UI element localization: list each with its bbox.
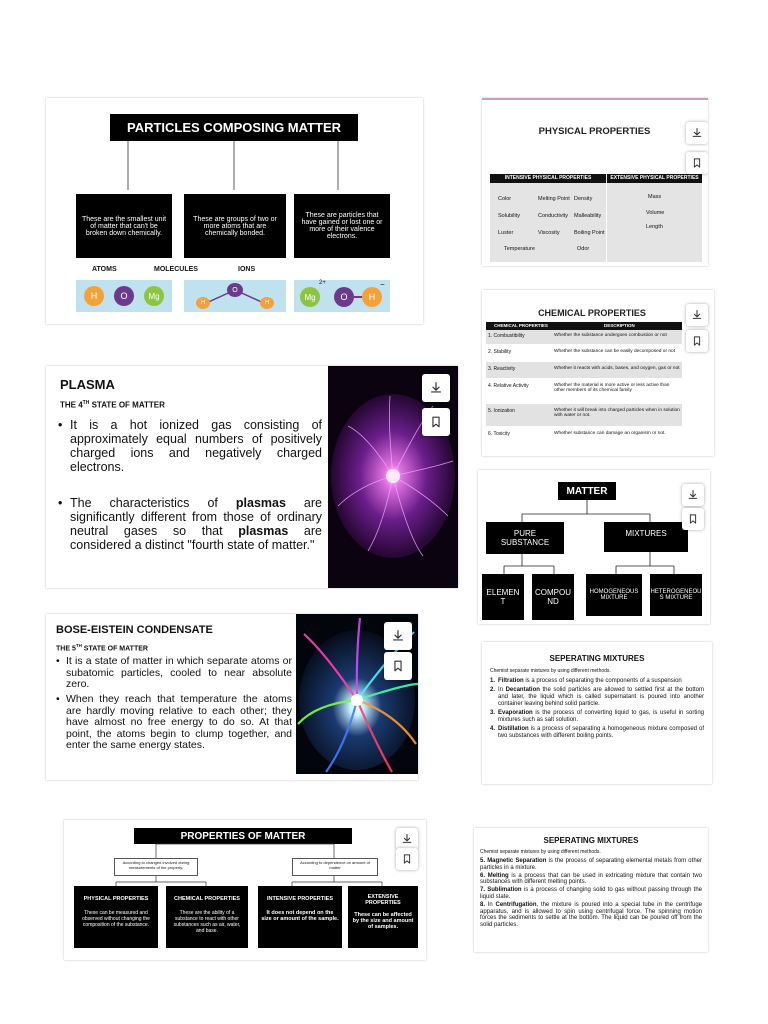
item-text: In <box>498 687 506 693</box>
prop-cell: Viscosity <box>538 230 560 236</box>
box-title: INTENSIVE PROPERTIES <box>266 896 333 902</box>
download-button[interactable] <box>686 122 708 144</box>
extensive-cell: Mass <box>648 194 662 200</box>
chemical-row <box>486 362 682 378</box>
prop-cell: Color <box>498 196 512 202</box>
homogeneous-box: HOMOGENEOUS MIXTURE <box>586 574 642 616</box>
ion-bond <box>354 296 362 298</box>
bec-subtitle <box>56 643 148 652</box>
bookmark-button[interactable] <box>682 508 704 530</box>
item-num: 5. <box>480 858 486 864</box>
bookmark-button[interactable] <box>686 152 708 174</box>
item-num: 8. <box>480 901 486 908</box>
seperating-list <box>480 858 702 929</box>
list-item <box>490 710 704 724</box>
bec-bullet-1 <box>56 656 292 691</box>
download-icon <box>691 127 703 139</box>
prop-cell: Density <box>574 196 593 202</box>
atom-mg: Mg <box>144 286 164 306</box>
atoms-description: These are the smallest unit of matter that can't be broken down chemically. <box>76 194 172 258</box>
element-box: ELEMEN T <box>482 574 524 620</box>
item-term: Centrifugation <box>495 901 537 908</box>
item-num: 1. <box>490 678 496 684</box>
item-term: Evaporation <box>498 710 533 716</box>
plasma-subtitle <box>60 400 165 410</box>
bookmark-button[interactable] <box>384 652 412 680</box>
plasma-bullet-1 <box>58 418 322 474</box>
item-term: Distillation <box>498 726 529 732</box>
extensive-cell: Length <box>646 224 663 230</box>
atoms-strip <box>76 280 172 312</box>
item-num: 4. <box>490 726 496 732</box>
chemical-desc: Whether the substance can be easily decomposed or not <box>554 349 676 354</box>
seperating-list <box>490 678 704 740</box>
molecule-h-right: H <box>260 297 274 309</box>
heterogeneous-box: HETEROGENEOU S MIXTURE <box>650 574 702 616</box>
bookmark-icon <box>429 415 443 429</box>
mixtures-box: MIXTURES <box>604 522 688 552</box>
chemical-prop: 6. Toxicity <box>488 431 510 437</box>
prop-cell: Solubility <box>498 213 521 219</box>
subtitle-text: STATE OF MATTER <box>89 400 165 410</box>
chemical-title: CHEMICAL PROPERTIES <box>538 308 646 318</box>
matter-card <box>478 470 710 624</box>
bullet-text: are considered a distinct "fourth state of matter." <box>70 524 322 552</box>
item-text: is a process of separating the components of a suspension <box>523 678 682 684</box>
molecules-description: These are groups of two or more atoms that are chemically bonded. <box>184 194 286 258</box>
ion-h: H <box>362 287 382 307</box>
bullet-dot: • <box>56 693 60 705</box>
chemical-row <box>486 330 682 344</box>
download-button[interactable] <box>682 484 704 506</box>
download-button[interactable] <box>396 828 418 850</box>
item-num: 7. <box>480 887 486 894</box>
label-ions: IONS <box>238 266 256 273</box>
seperating-title: SEPERATING MIXTURES <box>549 654 645 663</box>
ion-h-charge: − <box>380 280 385 289</box>
bullet-dot: • <box>58 496 63 510</box>
box-title: EXTENSIVE PROPERTIES <box>365 894 401 906</box>
subtitle-sup: TH <box>75 643 82 648</box>
prop-cell: Odor <box>577 246 590 252</box>
bec-bullet-2 <box>56 694 292 752</box>
seperating-intro: Chemist separate mixtures by using different methods. <box>480 849 601 855</box>
list-item <box>490 687 704 708</box>
subtitle-text: STATE OF MATTER <box>81 645 148 653</box>
item-text: is a process of changing solid to gas without passing through the liquid state. <box>480 887 702 900</box>
bullet-dot: • <box>58 418 63 432</box>
item-text: is a process of separating a homogeneous mixture composed of two substances with different boiling points. <box>498 726 704 739</box>
box-text: These can be measured and observed without changing the composition of the substance. <box>82 910 150 928</box>
particles-title: PARTICLES COMPOSING MATTER <box>110 114 358 141</box>
list-item <box>480 858 702 872</box>
prop-cell: Melting Point <box>538 196 570 202</box>
chemical-col2: DESCRIPTION <box>604 323 635 328</box>
ion-mg: Mg <box>300 287 320 307</box>
list-item <box>480 902 702 929</box>
chemical-prop: 1. Combustibility <box>488 333 525 339</box>
intensive-header: INTENSIVE PHYSICAL PROPERTIES <box>490 174 606 183</box>
ions-strip <box>294 280 390 312</box>
properties-title: PROPERTIES OF MATTER <box>134 828 352 844</box>
bullet-text: are significantly different from those of ordinary neutral gases so that <box>70 496 323 538</box>
atom-o: O <box>114 286 134 306</box>
box-text: These can be affected by the size and amount of samples. <box>352 912 414 930</box>
box-title: CHEMICAL PROPERTIES <box>174 896 240 902</box>
list-item <box>480 873 702 887</box>
bec-card <box>46 614 418 780</box>
item-term: Sublimation <box>487 887 522 894</box>
subtitle-text: THE 5 <box>56 645 76 653</box>
bullet-text: When they reach that temperature the atoms are hardly moving relative to each other; they have almost no free energy to do so. At that point, the atoms begin to clump together, and enter the same energy states. <box>66 693 292 751</box>
label-molecules: MOLECULES <box>154 266 198 273</box>
box-text: It does not depend on the size or amount of the sample. <box>261 910 339 922</box>
download-icon <box>401 833 413 845</box>
seperating-intro: Chemist separate mixtures by using different methods. <box>490 668 611 674</box>
compound-box: COMPOU ND <box>532 574 574 620</box>
item-term: Magnetic Separation <box>487 858 547 864</box>
bookmark-icon <box>391 659 405 673</box>
properties-right-note: According to dependence on amount of matter <box>292 858 378 876</box>
item-text: is the process of converting liquid to gas, is useful in sorting mixtures such as salt solution. <box>498 710 704 723</box>
physical-table <box>490 174 702 262</box>
item-text: is a process that can be used in extricating mixture that contain two substances with different melting points. <box>480 872 702 886</box>
atom-h: H <box>84 286 104 306</box>
chemical-prop: 3. Reactivity <box>488 366 516 372</box>
molecule-o: O <box>227 283 243 297</box>
item-term: Melting <box>487 872 509 879</box>
chemical-desc: Whether it will break into charged particles when in solution with water or not. <box>554 408 680 418</box>
list-item <box>490 726 704 740</box>
chemical-desc: Whether the material is more active or less active than other members of its chemical family <box>554 383 670 393</box>
chemical-desc: Whether the substance undergoes combustion or not <box>554 333 667 338</box>
bookmark-button[interactable] <box>686 330 708 352</box>
physical-card <box>482 98 708 266</box>
bullet-text: The characteristics of <box>70 496 236 510</box>
chemical-desc: Whether it reacts with acids, bases, and oxygen, gas or not <box>554 366 680 371</box>
chemical-prop: 5. Ionization <box>488 408 515 414</box>
chemical-properties-box <box>166 886 248 948</box>
properties-card <box>64 820 426 960</box>
bookmark-icon <box>691 335 703 347</box>
list-item <box>490 678 704 685</box>
properties-left-note: According to changed involved during measurements of the property. <box>114 858 198 876</box>
chemical-header <box>486 322 682 330</box>
download-icon <box>391 629 405 643</box>
download-icon <box>687 489 699 501</box>
plasma-card <box>46 366 458 588</box>
pure-substance-box: PURE SUBSTANCE <box>486 522 564 554</box>
bookmark-icon <box>691 157 703 169</box>
ions-description: These are particles that have gained or lost one or more of their valence electrons. <box>294 194 390 258</box>
subtitle-text: THE 4 <box>60 400 83 410</box>
chemical-card <box>482 290 714 456</box>
download-icon <box>691 309 703 321</box>
box-text: These are the ability of a substance to react with other substances such as air, water, and base. <box>173 910 241 934</box>
chemical-col1: CHEMICAL PROPERTIES <box>494 323 548 328</box>
bookmark-icon <box>401 853 413 865</box>
physical-divider <box>606 183 607 262</box>
chemical-prop: 4. Relative Activity <box>488 383 529 389</box>
bec-title: BOSE-EISTEIN CONDENSATE <box>56 624 213 636</box>
seperating-title: SEPERATING MIXTURES <box>543 836 639 845</box>
item-num: 3. <box>490 710 496 716</box>
seperating-card-2 <box>474 828 708 952</box>
chemical-row <box>486 404 682 426</box>
bullet-dot: • <box>56 655 60 667</box>
ion-o: O <box>334 287 354 307</box>
bullet-bold: plasmas <box>238 524 289 538</box>
item-text: , the mixture is poured into a special tube in the centrifuge apparatus, and is allowed to spin using centrifugal force. The spinning motion forces the sediments to settle at the bottom. The liquid can be poured off from the solid particles. <box>480 901 702 929</box>
item-term: Filtration <box>498 678 524 684</box>
extensive-properties-box <box>348 886 418 948</box>
chemical-row <box>486 345 682 361</box>
bullet-text: It is a hot ionized gas consisting of approximately equal numbers of positively charged ions and negatively charged electrons. <box>70 418 322 474</box>
bookmark-button[interactable] <box>396 848 418 870</box>
molecule-h-left: H <box>196 297 210 309</box>
download-button[interactable] <box>686 304 708 326</box>
list-item <box>480 887 702 901</box>
download-button[interactable] <box>384 622 412 650</box>
extensive-header: EXTENSIVE PHYSICAL PROPERTIES <box>607 174 702 183</box>
download-button[interactable] <box>422 374 450 402</box>
physical-properties-box <box>74 886 158 948</box>
extensive-cell: Volume <box>646 210 665 216</box>
chemical-prop: 2. Stability <box>488 349 512 355</box>
ion-mg-charge: 2+ <box>319 280 326 286</box>
intensive-properties-box <box>258 886 342 948</box>
item-text: is the process of separating elemental metals from other particles in a mixture. <box>480 858 702 871</box>
plasma-bullet-2 <box>58 496 322 552</box>
prop-cell: Temperature <box>504 246 535 252</box>
molecules-strip <box>184 280 286 312</box>
item-num: 2. <box>490 687 496 693</box>
physical-title: PHYSICAL PROPERTIES <box>538 126 651 137</box>
prop-cell: Conductivity <box>538 213 568 219</box>
plasma-title: PLASMA <box>60 377 115 392</box>
matter-title: MATTER <box>558 482 616 500</box>
seperating-card-1 <box>482 642 712 784</box>
label-atoms: ATOMS <box>92 266 117 273</box>
particles-card <box>46 98 423 324</box>
bookmark-button[interactable] <box>422 408 450 436</box>
chemical-row <box>486 427 682 443</box>
item-term: Decantation <box>505 687 540 693</box>
prop-cell: Boiling Point <box>574 230 605 236</box>
item-text: the solid particles are allowed to settled first at the bottom and later, the liquid which is called supernatant is poured into another container leaving behind solid particle. <box>498 687 705 707</box>
chemical-desc: Whether substance can damage an organism or not. <box>554 431 666 436</box>
item-text: In <box>487 901 496 908</box>
prop-cell: Luster <box>498 230 514 236</box>
item-num: 6. <box>480 872 486 879</box>
box-title: PHYSICAL PROPERTIES <box>83 896 149 902</box>
prop-cell: Malleability <box>574 213 602 219</box>
download-icon <box>429 381 443 395</box>
chemical-row <box>486 379 682 403</box>
subtitle-sup: TH <box>82 400 90 406</box>
bullet-text: It is a state of matter in which separate atoms or subatomic particles, cooled to near absolute zero. <box>66 655 292 690</box>
bookmark-icon <box>687 513 699 525</box>
bullet-bold: plasmas <box>235 496 286 510</box>
